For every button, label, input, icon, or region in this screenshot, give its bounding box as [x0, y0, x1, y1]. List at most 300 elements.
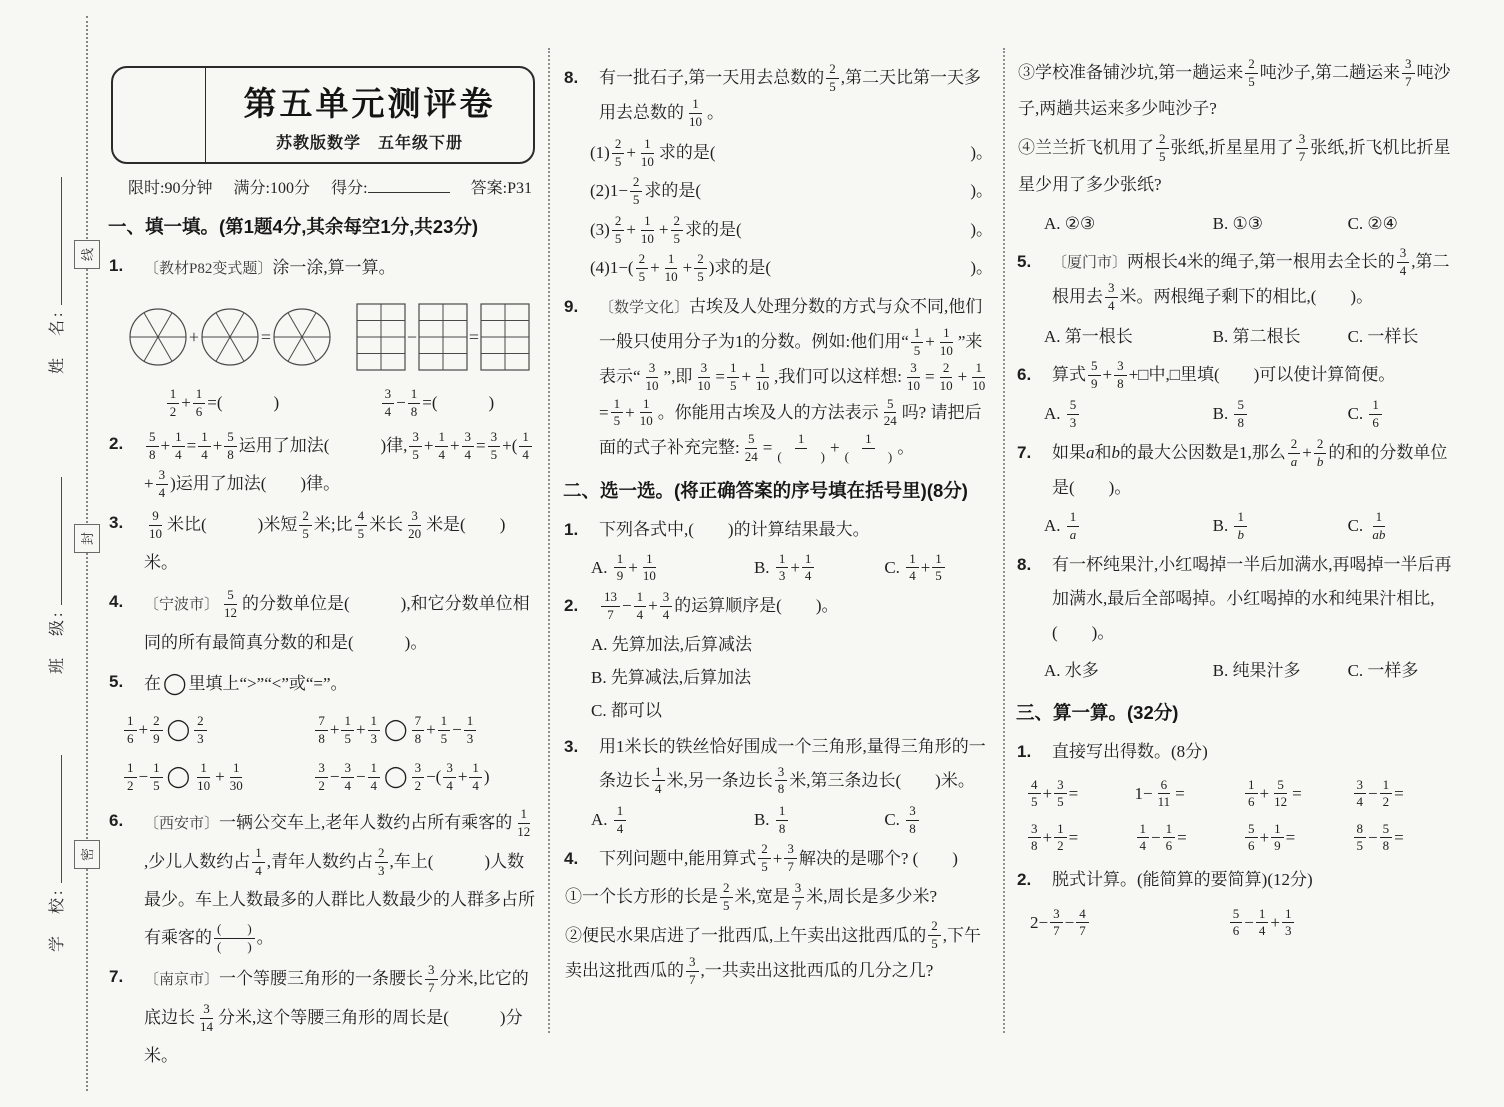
fraction-denominator: [1288, 454, 1301, 471]
option: A. 第一根长: [1044, 326, 1133, 346]
fraction-numerator: 5: [146, 429, 159, 447]
fraction-numerator: 1: [198, 429, 211, 447]
option: A. ②③: [1044, 213, 1096, 233]
fraction-denominator: 4: [1356, 794, 1363, 810]
options-row: [1044, 653, 1460, 689]
option: C. $\frac{1}{4}$ + $\frac{1}{5}$: [884, 550, 993, 586]
equation-row: [108, 382, 538, 424]
fraction-numerator: 3: [341, 760, 354, 778]
fraction-numerator: 3: [488, 429, 501, 447]
comparison-circle: ◯: [166, 764, 191, 789]
italic-variable: a: [1290, 453, 1298, 469]
fraction: [928, 918, 941, 953]
fraction: [1380, 777, 1393, 812]
fraction-denominator: 5: [1057, 794, 1064, 810]
fraction-denominator: 10: [197, 777, 211, 793]
fraction: [614, 803, 627, 838]
fraction: [355, 508, 368, 543]
fraction-denominator: 4: [522, 446, 529, 462]
fraction: [937, 360, 956, 395]
fraction: [443, 760, 456, 795]
fraction-denominator: [1314, 454, 1327, 471]
fraction: [1354, 821, 1367, 856]
fraction-denominator: 8: [414, 730, 422, 746]
oral-calc-item: $\frac{5}{6}$ + $\frac{1}{9}$ =: [1243, 816, 1352, 860]
question: [108, 804, 538, 957]
fraction: [694, 360, 713, 395]
fill-blank-text: (3) $\frac{2}{5}$ + $\frac{1}{10}$ + $\frac{2}{5}$ 求的是(: [590, 212, 742, 246]
fraction: [694, 251, 707, 286]
fraction-numerator: 3: [425, 962, 438, 980]
fraction-numerator: 3: [698, 360, 711, 378]
fraction-numerator: 2: [694, 251, 707, 269]
fraction: [1067, 509, 1080, 544]
svg-text:+: +: [188, 327, 200, 347]
fraction-numerator: 2: [150, 713, 163, 731]
fill-blank-line: [590, 173, 993, 209]
source-tag: 〔南京市〕: [144, 972, 220, 989]
fraction: [662, 251, 681, 286]
question-text: 直接写出得数。(8分): [1052, 741, 1208, 761]
fraction: [1271, 821, 1284, 856]
fraction-denominator: 30: [229, 777, 243, 793]
fraction: [636, 251, 649, 286]
fraction-denominator: 3: [466, 730, 474, 746]
fraction-numerator: 1: [150, 760, 163, 778]
fraction: [792, 880, 805, 915]
fraction-denominator: 4: [201, 446, 208, 462]
fraction-denominator: 5: [632, 192, 640, 208]
fraction-denominator: 5: [829, 78, 836, 94]
question: [563, 290, 993, 467]
fraction: [784, 841, 797, 876]
question: [108, 960, 538, 1075]
fraction-numerator: 1: [643, 551, 656, 569]
fraction-denominator: 9: [616, 568, 624, 584]
question-number: 3.: [564, 736, 579, 756]
option: B. 先算减法,后算加法: [591, 667, 752, 687]
question-text: $\frac{5}{8}$ + $\frac{1}{4}$ = $\frac{1}{4}$ + $\frac{5}{8}$ 运用了加法( )律, $\frac{3}{5}$ + $\frac{1}{4}$ + $\frac{3}{4}$ = $\frac{3}{5}$ +( $\frac{1}{4}$ + $\frac{3}{4}$ )运用了加法( )律。: [144, 427, 538, 503]
source-tag: 〔宁波市〕: [144, 597, 220, 613]
fraction-denominator: 12: [517, 823, 531, 839]
name-field: [44, 177, 67, 374]
fraction-denominator: 9: [1091, 375, 1098, 391]
fraction-denominator: 24: [744, 448, 758, 464]
fraction-denominator: 4: [662, 606, 670, 622]
fraction-denominator: 7: [794, 897, 802, 913]
fraction-denominator: 7: [689, 971, 696, 987]
fraction: [932, 551, 945, 586]
expression-row: [122, 754, 538, 801]
fraction-denominator: 11: [1157, 794, 1171, 810]
question-text: 有一批石子,第一天用去总数的 $\frac{2}{5}$ ,第二天比第一天多用去总数的 $\frac{1}{10}$ 。: [599, 60, 981, 130]
source-tag: 〔厦门市〕: [1052, 254, 1128, 271]
question-text: 〔教材P82变式题〕涂一涂,算一算。: [144, 258, 396, 277]
fraction-numerator: 1: [1054, 821, 1067, 839]
svg-text:=: =: [260, 327, 272, 347]
class-blank-line: [48, 477, 62, 605]
fraction: [1282, 906, 1295, 941]
fraction-denominator: 5: [440, 730, 448, 746]
question: [108, 506, 538, 582]
fraction-denominator: 8: [318, 730, 325, 746]
fraction-numerator: 1: [614, 551, 627, 569]
fraction: [776, 551, 789, 586]
seal-char: 线: [80, 247, 96, 262]
comparison-circle: ◯: [163, 671, 187, 696]
seal-char-box: [74, 840, 100, 869]
fraction: [904, 360, 923, 395]
fill-blank-space: [771, 250, 970, 286]
fraction: [1076, 906, 1089, 941]
title-box-grade-cell: [113, 68, 206, 162]
fraction-denominator: 7: [428, 979, 435, 995]
fraction-denominator: 10: [689, 114, 702, 130]
fraction-numerator: 1: [1373, 509, 1386, 527]
fraction-denominator: 10: [939, 377, 953, 393]
fraction-denominator: 10: [939, 342, 953, 358]
fraction: [638, 136, 657, 171]
fraction: [842, 431, 896, 466]
fraction: [634, 589, 647, 624]
fraction-numerator: 5: [884, 396, 897, 414]
option: C. $\frac{1}{ab}$: [1348, 508, 1460, 544]
page-subtitle: 苏教版数学 五年级下册: [275, 134, 463, 152]
fraction: [686, 96, 705, 131]
fraction: [462, 429, 475, 464]
fraction: [464, 713, 477, 748]
question-number: 8.: [1017, 554, 1032, 574]
question-number: 2.: [1017, 869, 1032, 889]
fraction-numerator: 1: [1380, 777, 1393, 795]
option: B. $\frac{5}{8}$: [1213, 396, 1348, 432]
fraction-numerator: 1: [727, 360, 740, 378]
fraction: [776, 803, 789, 838]
question: [108, 665, 538, 704]
question-number: 2.: [109, 434, 124, 453]
fraction-denominator: 5: [490, 446, 498, 462]
options-row: [591, 802, 993, 838]
fraction: [167, 386, 180, 421]
fraction-numerator: 4: [1028, 777, 1041, 795]
fraction: [224, 429, 237, 464]
fraction: [1155, 777, 1174, 812]
fraction: [826, 61, 839, 96]
fraction-denominator: 5: [1159, 149, 1166, 165]
fraction: [150, 760, 163, 795]
fraction-numerator: 3: [1402, 56, 1415, 74]
question-number: 8.: [564, 68, 579, 87]
fraction-numerator: 1: [940, 325, 953, 343]
question: [563, 513, 993, 547]
fraction-denominator: 20: [408, 525, 422, 541]
italic-variable: ab: [1372, 526, 1386, 542]
fraction: [686, 954, 699, 989]
fraction-numerator: 4: [355, 508, 368, 526]
fraction-numerator: 2: [826, 61, 839, 79]
oral-calc-item: $\frac{3}{4}$ − $\frac{1}{2}$ =: [1352, 772, 1461, 816]
fraction: [375, 845, 388, 880]
fill-blank-line: [590, 212, 993, 248]
oral-calc-row: [1026, 772, 1460, 816]
seal-char: 封: [80, 531, 96, 546]
fraction: [802, 551, 815, 586]
fraction: [1028, 777, 1041, 812]
fraction: [643, 360, 662, 395]
fraction-denominator: 5: [723, 897, 730, 913]
fraction-numerator: 2: [1288, 436, 1301, 454]
fraction-denominator: 4: [1139, 838, 1146, 854]
question: [563, 61, 993, 132]
fraction-numerator: 1: [518, 806, 531, 824]
fraction-numerator: 1: [611, 396, 624, 414]
fraction-numerator: 1: [167, 386, 180, 404]
section-heading: 三、算一算。(32分): [1016, 701, 1179, 723]
fraction-numerator: 1: [1137, 821, 1150, 839]
fraction: [1163, 821, 1176, 856]
fraction-denominator: ( ): [217, 938, 252, 954]
fraction-numerator: 1: [641, 136, 654, 154]
fraction: [612, 136, 625, 171]
question-number: 5.: [1017, 251, 1032, 271]
fraction-numerator: 1: [911, 325, 924, 343]
fraction-numerator: 1: [519, 429, 532, 447]
question-text: 〔南京市〕一个等腰三角形的一条腰长 $\frac{3}{7}$ 分米,比它的底边长 $\frac{3}{14}$ 分米,这个等腰三角形的周长是( )分米。: [144, 961, 529, 1066]
fraction-denominator: 4: [384, 403, 392, 419]
fraction-denominator: 5: [344, 730, 351, 746]
fraction-denominator: 6: [1232, 923, 1240, 939]
fraction-denominator: 2: [1057, 838, 1064, 854]
fraction: [911, 325, 924, 360]
svg-text:=: =: [468, 327, 480, 347]
fraction-denominator: 6: [1248, 794, 1255, 810]
question: [1016, 245, 1460, 316]
fraction-numerator: 2: [720, 880, 733, 898]
expression: $\frac{3}{2}$ − $\frac{3}{4}$ − $\frac{1}{4}$ ◯ $\frac{3}{2}$ −( $\frac{3}{4}$ + $\frac{1}{4}$ ): [313, 754, 538, 801]
fraction-denominator: ( ): [844, 448, 893, 464]
fraction-denominator: 4: [472, 777, 479, 793]
fill-blank-text: (2)1− $\frac{2}{5}$ 求的是(: [590, 174, 702, 208]
fraction-numerator: 2: [758, 841, 771, 859]
fraction-numerator: 13: [601, 589, 620, 607]
fraction-numerator: 1: [652, 764, 665, 782]
fraction-denominator: 7: [1053, 923, 1060, 939]
question-number: 6.: [1017, 364, 1032, 384]
option: C. $\frac{3}{8}$: [884, 802, 993, 838]
fraction-denominator: 10: [645, 377, 659, 393]
fraction-numerator: 2: [1314, 436, 1327, 454]
question: [563, 589, 993, 624]
column-3: [1016, 52, 1460, 946]
question-text: 〔数学文化〕古埃及人处理分数的方式与众不同,他们一般只使用分子为1的分数。例如:他们用“ $\frac{1}{5}$ + $\frac{1}{10}$ ”来表示“ $\frac{3}{10}$ ”,即 $\frac{3}{10}$ = $\frac{1}{5}$ + $\frac{1}{10}$ ,我们可以这样想: $\frac{3}{10}$ = $\frac{2}{10}$ + $\frac{1}{10}$ = $\frac{1}{5}$ + $\frac{1}{10}$ 。你能用古埃及人的方法表示 $\frac{5}{24}$ 吗? 请把后面的式子补充完整: $\frac{5}{24}$ = $\frac{1}{( )}$ + $\frac{1}{( )}$ 。: [599, 290, 993, 467]
fraction: [198, 429, 211, 464]
fraction: [156, 467, 169, 502]
option: B. $\frac{1}{3}$ + $\frac{1}{4}$: [754, 550, 884, 586]
fraction-numerator: 1: [665, 251, 678, 269]
fraction-denominator: 10: [907, 377, 921, 393]
fraction-denominator: 3: [370, 730, 378, 746]
fraction: [775, 764, 788, 799]
fraction-denominator: 10: [639, 413, 653, 429]
fraction-denominator: 5: [935, 568, 942, 584]
fraction: [1105, 280, 1118, 315]
fraction-numerator: 1: [124, 713, 137, 731]
fraction: [1156, 131, 1169, 166]
fraction-denominator: 7: [1298, 149, 1306, 165]
column-1: [108, 203, 538, 1078]
fraction-denominator: 4: [438, 446, 445, 462]
fraction-denominator: 10: [640, 153, 654, 169]
expression: $\frac{1}{6}$ + $\frac{2}{9}$ ◯ $\frac{2}{3}$: [122, 707, 313, 754]
question-text: 〔宁波市〕 $\frac{5}{12}$ 的分数单位是( ),和它分数单位相同的所有最简真分数的和是( )。: [144, 586, 530, 652]
fraction-numerator: 3: [412, 760, 425, 778]
fraction-denominator: 2: [318, 777, 325, 793]
option: B. 纯果汁多: [1212, 660, 1301, 680]
fraction-numerator: 3: [907, 360, 920, 378]
fraction-numerator: 6: [1158, 777, 1171, 795]
fraction: [969, 360, 988, 395]
fraction-denominator: 3: [778, 568, 786, 584]
fraction: [937, 325, 956, 360]
fraction-denominator: 5: [638, 269, 646, 285]
fraction-numerator: 1: [906, 551, 919, 569]
fill-blank-text: (1) $\frac{2}{5}$ + $\frac{1}{10}$ 求的是(: [590, 135, 716, 169]
fraction-numerator: 3: [792, 880, 805, 898]
fraction-denominator: 2: [1382, 794, 1390, 810]
column-separator: [1003, 48, 1005, 1033]
fraction-numerator: 3: [1028, 821, 1041, 839]
question-text: 〔厦门市〕两根长4米的绳子,第一根用去全长的 $\frac{3}{4}$ ,第二根用去 $\frac{3}{4}$ 米。两根绳子剩下的相比,( )。: [1052, 244, 1450, 314]
fraction: [1256, 906, 1269, 941]
fraction: [758, 841, 771, 876]
fraction-numerator: 2: [1245, 56, 1258, 74]
sub-question: ③学校准备铺沙坑,第一趟运来 $\frac{2}{5}$ 吨沙子,第二趟运来 $\frac{3}{7}$ 吨沙子,两趟共运来多少吨沙子?: [1018, 55, 1451, 119]
fraction: [519, 429, 532, 464]
exam-meta-row: [128, 175, 532, 198]
page-title: 第五单元测评卷: [243, 84, 496, 122]
fraction: [488, 429, 501, 464]
question-text: 在◯ 里填上“>”“<”或“=”。: [144, 665, 538, 704]
class-field: [44, 477, 67, 674]
fraction: [1245, 777, 1258, 812]
question-text: 脱式计算。(能简算的要简算)(12分): [1052, 869, 1313, 889]
option: A. $\frac{1}{9}$ + $\frac{1}{10}$: [591, 550, 754, 586]
fraction-numerator: 2: [612, 213, 625, 231]
fraction-denominator: 8: [410, 403, 418, 419]
name-label: 姓 名:: [49, 309, 66, 374]
fraction: [412, 760, 425, 795]
fill-blank-space: [742, 212, 971, 248]
fraction-denominator: 5: [761, 859, 768, 875]
fraction-denominator: 5: [913, 342, 921, 358]
fraction-numerator: 1: [776, 551, 789, 569]
fraction-numerator: 3: [775, 764, 788, 782]
fraction: [652, 764, 665, 799]
fraction-numerator: 1: [614, 803, 627, 821]
fraction-numerator: 2: [928, 918, 941, 936]
fraction-numerator: 1: [438, 713, 451, 731]
fraction-numerator: 3: [660, 589, 673, 607]
question-number: 7.: [109, 967, 124, 987]
question-number: 1.: [564, 519, 579, 539]
section-heading: 一、填一填。(第1题4分,其余每空1分,共23分): [108, 216, 479, 237]
fraction-denominator: 4: [1108, 298, 1115, 314]
fraction-denominator: 9: [1274, 838, 1281, 854]
fraction: [1230, 906, 1243, 941]
time-limit: 限时:90分钟: [128, 180, 213, 197]
fraction-denominator: 7: [787, 859, 794, 875]
fraction-numerator: 1: [172, 429, 185, 447]
fraction: [753, 360, 772, 395]
option: C. $\frac{1}{6}$: [1348, 396, 1460, 432]
fraction-denominator: 4: [464, 446, 472, 462]
equation: $\frac{1}{2}$ + $\frac{1}{6}$ =( ): [108, 382, 336, 424]
question-number: 1.: [1017, 741, 1032, 761]
fraction-denominator: 4: [446, 777, 453, 793]
fraction-numerator: 1: [341, 713, 354, 731]
full-score: 满分:100分: [233, 180, 310, 197]
oral-calc-item: $\frac{1}{6}$ + $\frac{5}{12}$ =: [1243, 772, 1352, 816]
fraction: [341, 713, 354, 748]
question-text: $\frac{9}{10}$ 米比( )米短 $\frac{2}{5}$ 米;比 $\frac{4}{5}$ 米长 $\frac{3}{20}$ 米是( )米。: [144, 507, 506, 572]
column-2: [563, 58, 993, 993]
option: B. $\frac{1}{8}$: [754, 802, 884, 838]
fraction-numerator: 1: [640, 396, 653, 414]
fraction-denominator: 8: [1031, 838, 1038, 854]
fraction-denominator: 6: [1248, 838, 1255, 854]
fraction-denominator: 6: [1372, 415, 1379, 431]
fraction-denominator: 10: [640, 230, 654, 246]
fraction-denominator: 5: [613, 413, 621, 429]
column-separator: [548, 48, 550, 1033]
comparison-circle: ◯: [384, 764, 408, 789]
school-label: 学 校:: [49, 887, 66, 952]
fraction-denominator: 5: [412, 446, 419, 462]
fraction: [124, 713, 137, 748]
fraction: [906, 551, 919, 586]
question-number: 7.: [1017, 442, 1032, 462]
fill-blank-text: (4)1−( $\frac{2}{5}$ + $\frac{1}{10}$ + $\frac{2}{5}$ )求的是(: [590, 251, 772, 285]
fraction-denominator: 5: [302, 525, 309, 541]
question: [563, 730, 993, 799]
fraction-denominator: 10: [972, 377, 986, 393]
fraction: [412, 713, 425, 748]
question-number: 5.: [109, 672, 124, 691]
fill-blank-space: [701, 173, 970, 209]
fraction-numerator: 2: [1156, 131, 1169, 149]
fraction-numerator: 5: [1230, 906, 1243, 924]
school-blank-line: [48, 755, 62, 883]
fraction-denominator: 4: [909, 568, 916, 584]
fraction: [193, 386, 206, 421]
expression: 2− $\frac{3}{7}$ − $\frac{4}{7}$: [1030, 900, 1228, 946]
fraction-denominator: 4: [1258, 923, 1266, 939]
fraction-denominator: 5: [357, 525, 365, 541]
equation: $\frac{3}{4}$ − $\frac{1}{8}$ =( ): [336, 382, 538, 424]
fraction-numerator: 1: [689, 96, 702, 114]
fill-blank-close: )。: [970, 258, 993, 278]
fraction-numerator: 1: [252, 845, 265, 863]
fraction: [1137, 821, 1150, 856]
fill-blank-line: [590, 135, 993, 171]
fraction-denominator: 6: [195, 403, 203, 419]
fraction: [252, 845, 265, 880]
fraction-numerator: 2: [671, 213, 684, 231]
option: A. $\frac{1}{a}$: [1044, 508, 1213, 544]
fraction-numerator: 5: [1067, 397, 1080, 415]
fraction-numerator: 5: [1245, 821, 1258, 839]
fraction-denominator: 4: [616, 820, 624, 836]
